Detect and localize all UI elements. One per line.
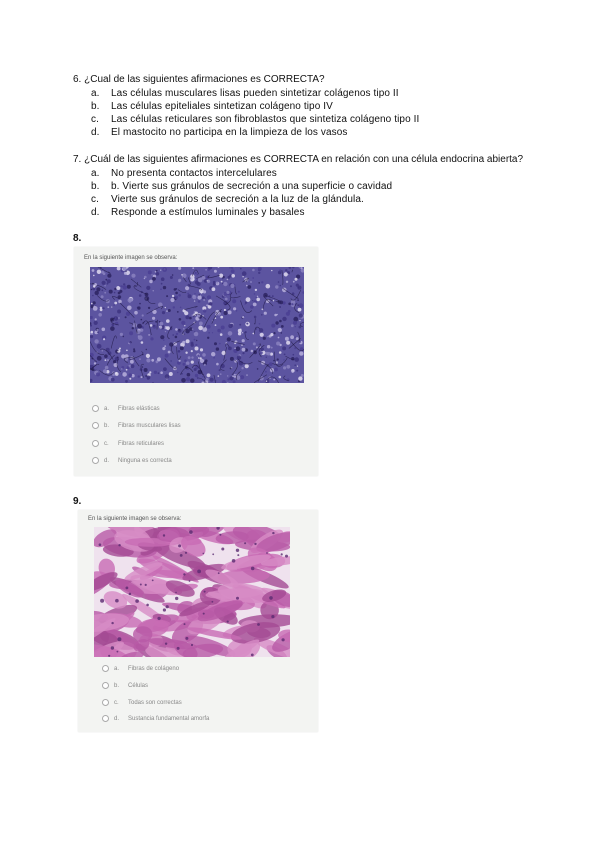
question-7-option-c: c. Vierte sus gránulos de secreción a la luz de la glándula.: [91, 194, 364, 205]
micrograph-reticular: [90, 267, 304, 383]
question-8-choice-c[interactable]: c. Fibras reticulares: [92, 440, 164, 447]
question-7-option-b: b. b. Vierte sus gránulos de secreción a una superficie o cavidad: [91, 181, 393, 192]
question-8-choice-d[interactable]: d. Ninguna es correcta: [92, 457, 172, 464]
question-7-option-a: a. No presenta contactos intercelulares: [91, 168, 277, 179]
question-6-options: [73, 87, 419, 139]
radio-button[interactable]: [102, 682, 109, 689]
radio-button[interactable]: [102, 699, 109, 706]
question-9-number: 9.: [73, 496, 82, 507]
question-7-option-d: d. Responde a estímulos luminales y basales: [91, 207, 305, 218]
question-9-screenshot: [78, 510, 318, 732]
question-8-prompt: En la siguiente imagen se observa:: [84, 255, 178, 261]
question-9-choice-c[interactable]: c. Todas son correctas: [102, 699, 182, 706]
radio-button[interactable]: [102, 665, 109, 672]
radio-button[interactable]: [92, 457, 99, 464]
question-9-choice-d[interactable]: d. Sustancia fundamental amorfa: [102, 715, 209, 722]
question-6-option-a: a. Las células musculares lisas pueden sintetizar colágenos tipo II: [91, 88, 399, 99]
question-9-prompt: En la siguiente imagen se observa:: [88, 516, 182, 522]
radio-button[interactable]: [92, 405, 99, 412]
question-9-choice-a[interactable]: a. Fibras de colágeno: [102, 665, 179, 672]
question-7: [73, 153, 523, 219]
radio-button[interactable]: [92, 440, 99, 447]
question-8-choice-b[interactable]: b. Fibras musculares lisas: [92, 422, 181, 429]
question-8-choice-a[interactable]: a. Fibras elásticas: [92, 405, 160, 412]
question-6-title: 6. ¿Cual de las siguientes afirmaciones es CORRECTA?: [73, 74, 325, 85]
question-9-choice-b[interactable]: b. Células: [102, 682, 148, 689]
question-8-screenshot: [74, 247, 318, 476]
question-7-title: 7. ¿Cuál de las siguientes afirmaciones es CORRECTA en relación con una célula endocrina abierta?: [73, 154, 524, 165]
question-6: [73, 73, 419, 139]
question-6-option-c: c. Las células reticulares son fibroblastos que sintetiza colágeno tipo II: [91, 114, 420, 125]
question-6-option-b: b. Las células epiteliales sintetizan colágeno tipo IV: [91, 101, 333, 112]
question-6-option-d: d. El mastocito no participa en la limpieza de los vasos: [91, 127, 348, 138]
question-8-number: 8.: [73, 233, 82, 244]
micrograph-collagen: [94, 527, 290, 657]
radio-button[interactable]: [92, 422, 99, 429]
question-7-options: [73, 167, 523, 219]
radio-button[interactable]: [102, 715, 109, 722]
